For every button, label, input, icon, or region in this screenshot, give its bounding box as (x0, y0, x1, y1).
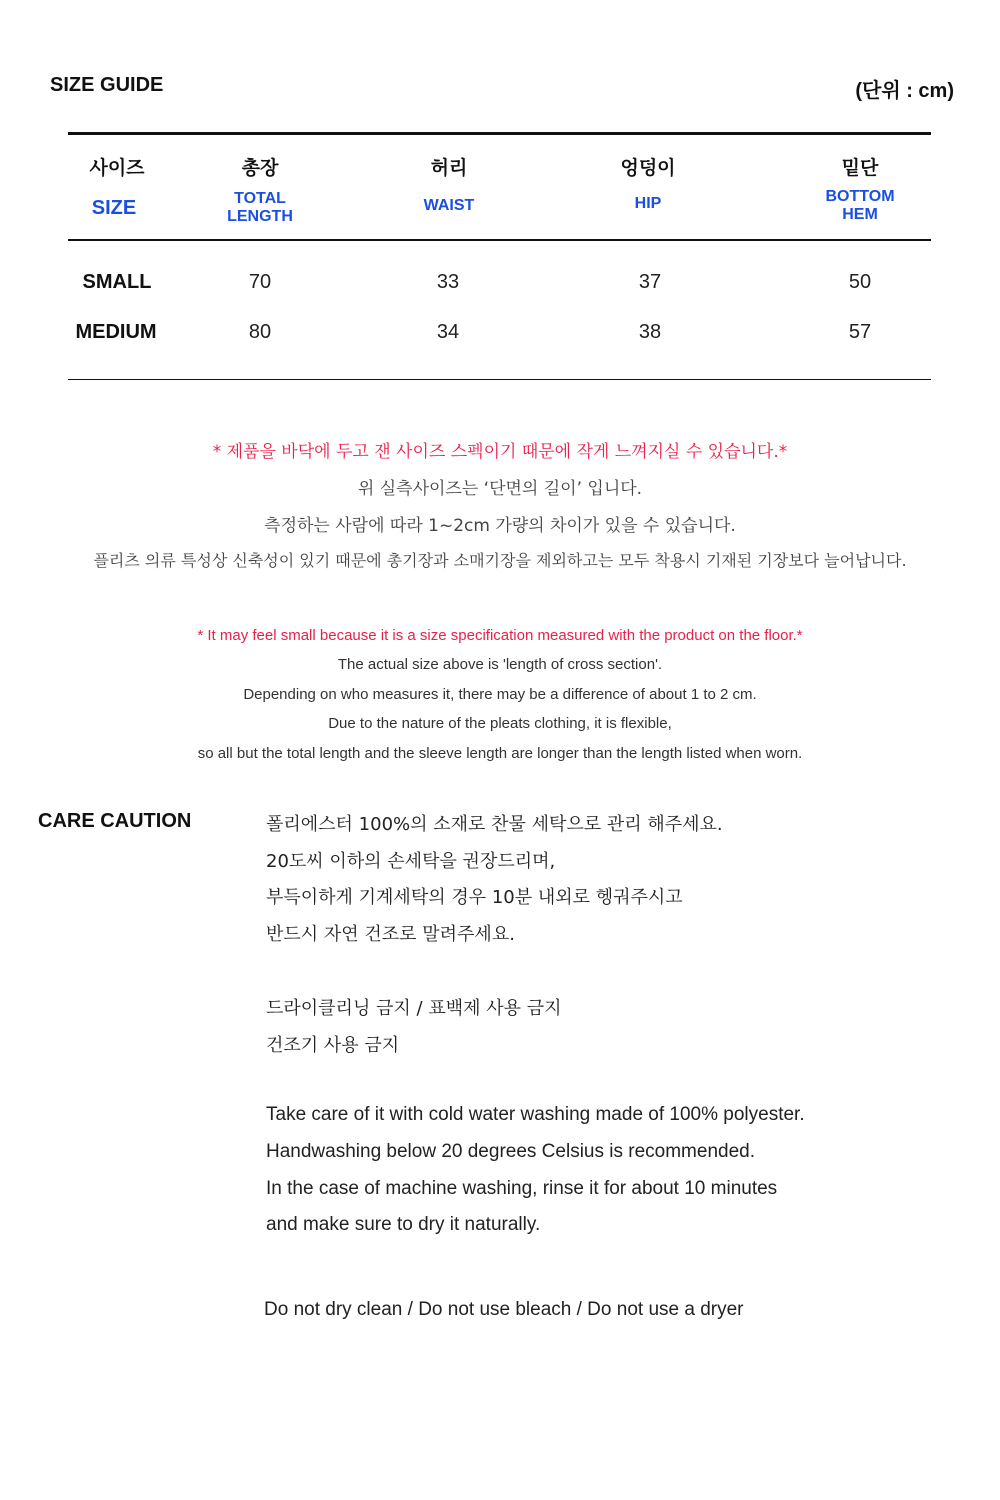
note-warning-kr: * 제품을 바닥에 두고 잰 사이즈 스펙이기 때문에 작게 느껴지실 수 있습니다.* (212, 442, 788, 462)
column-header-length-en: TOTAL LENGTH (227, 190, 293, 225)
care-line-kr: 20도씨 이하의 손세탁을 권장드리며, (266, 851, 556, 872)
column-header-hem-en: BOTTOM HEM (825, 188, 895, 223)
care-line-kr: 드라이클리닝 금지 / 표백제 사용 금지 (266, 998, 562, 1019)
size-guide-title: SIZE GUIDE (50, 74, 164, 96)
care-line-en: Take care of it with cold water washing made of 100% polyester. (266, 1104, 805, 1125)
table-cell-value: 57 (848, 321, 872, 343)
care-line-kr: 건조기 사용 금지 (266, 1035, 400, 1056)
care-line-kr: 반드시 자연 건조로 말려주세요. (266, 924, 515, 945)
note-line-kr: 측정하는 사람에 따라 1~2cm 가량의 차이가 있을 수 있습니다. (264, 516, 736, 536)
care-line-en: In the case of machine washing, rinse it for about 10 minutes (266, 1178, 778, 1199)
care-line-en: Handwashing below 20 degrees Celsius is recommended. (266, 1141, 755, 1162)
note-line-en: The actual size above is 'length of cross section'. (337, 656, 663, 673)
table-cell-value: 34 (436, 321, 460, 343)
unit-label: (단위 : cm) (855, 80, 954, 102)
care-line-kr: 폴리에스터 100%의 소재로 찬물 세탁으로 관리 해주세요. (266, 814, 723, 835)
care-caution-title: CARE CAUTION (38, 810, 192, 832)
care-line-en: Do not dry clean / Do not use bleach / Do not use a dryer (264, 1299, 744, 1320)
note-line-en: Depending on who measures it, there may be a difference of about 1 to 2 cm. (243, 686, 757, 703)
table-row-size-label: SMALL (82, 271, 152, 293)
note-line-en: Due to the nature of the pleats clothing, it is flexible, (328, 715, 672, 732)
care-line-en: and make sure to dry it naturally. (266, 1214, 541, 1235)
note-line-kr: 위 실측사이즈는 ‘단면의 길이’ 입니다. (357, 479, 643, 499)
column-header-waist-kr: 허리 (430, 157, 468, 179)
note-warning-en: * It may feel small because it is a size specification measured with the product on the floor.* (197, 627, 803, 644)
column-header-length-kr: 총장 (241, 157, 279, 179)
table-cell-value: 37 (638, 271, 662, 293)
table-cell-value: 50 (848, 271, 872, 293)
note-line-kr: 플리츠 의류 특성상 신축성이 있기 때문에 총기장과 소매기장을 제외하고는 모두 착용시 기재된 기장보다 늘어납니다. (93, 551, 907, 570)
column-header-size-en: SIZE (91, 197, 137, 219)
table-header-rule (68, 239, 931, 241)
column-header-hip-kr: 엉덩이 (620, 157, 676, 179)
column-header-waist-en: WAIST (423, 197, 475, 214)
care-line-kr: 부득이하게 기계세탁의 경우 10분 내외로 헹궈주시고 (266, 887, 683, 908)
note-line-en: so all but the total length and the sleeve length are longer than the length listed when worn. (197, 745, 803, 762)
table-row-size-label: MEDIUM (75, 321, 157, 343)
table-cell-value: 33 (436, 271, 460, 293)
table-bottom-rule (68, 379, 931, 380)
column-header-hip-en: HIP (634, 195, 662, 212)
table-cell-value: 80 (248, 321, 272, 343)
table-cell-value: 70 (248, 271, 272, 293)
column-header-size-kr: 사이즈 (89, 157, 145, 179)
table-top-rule (68, 132, 931, 135)
column-header-hem-kr: 밑단 (841, 157, 879, 179)
table-cell-value: 38 (638, 321, 662, 343)
